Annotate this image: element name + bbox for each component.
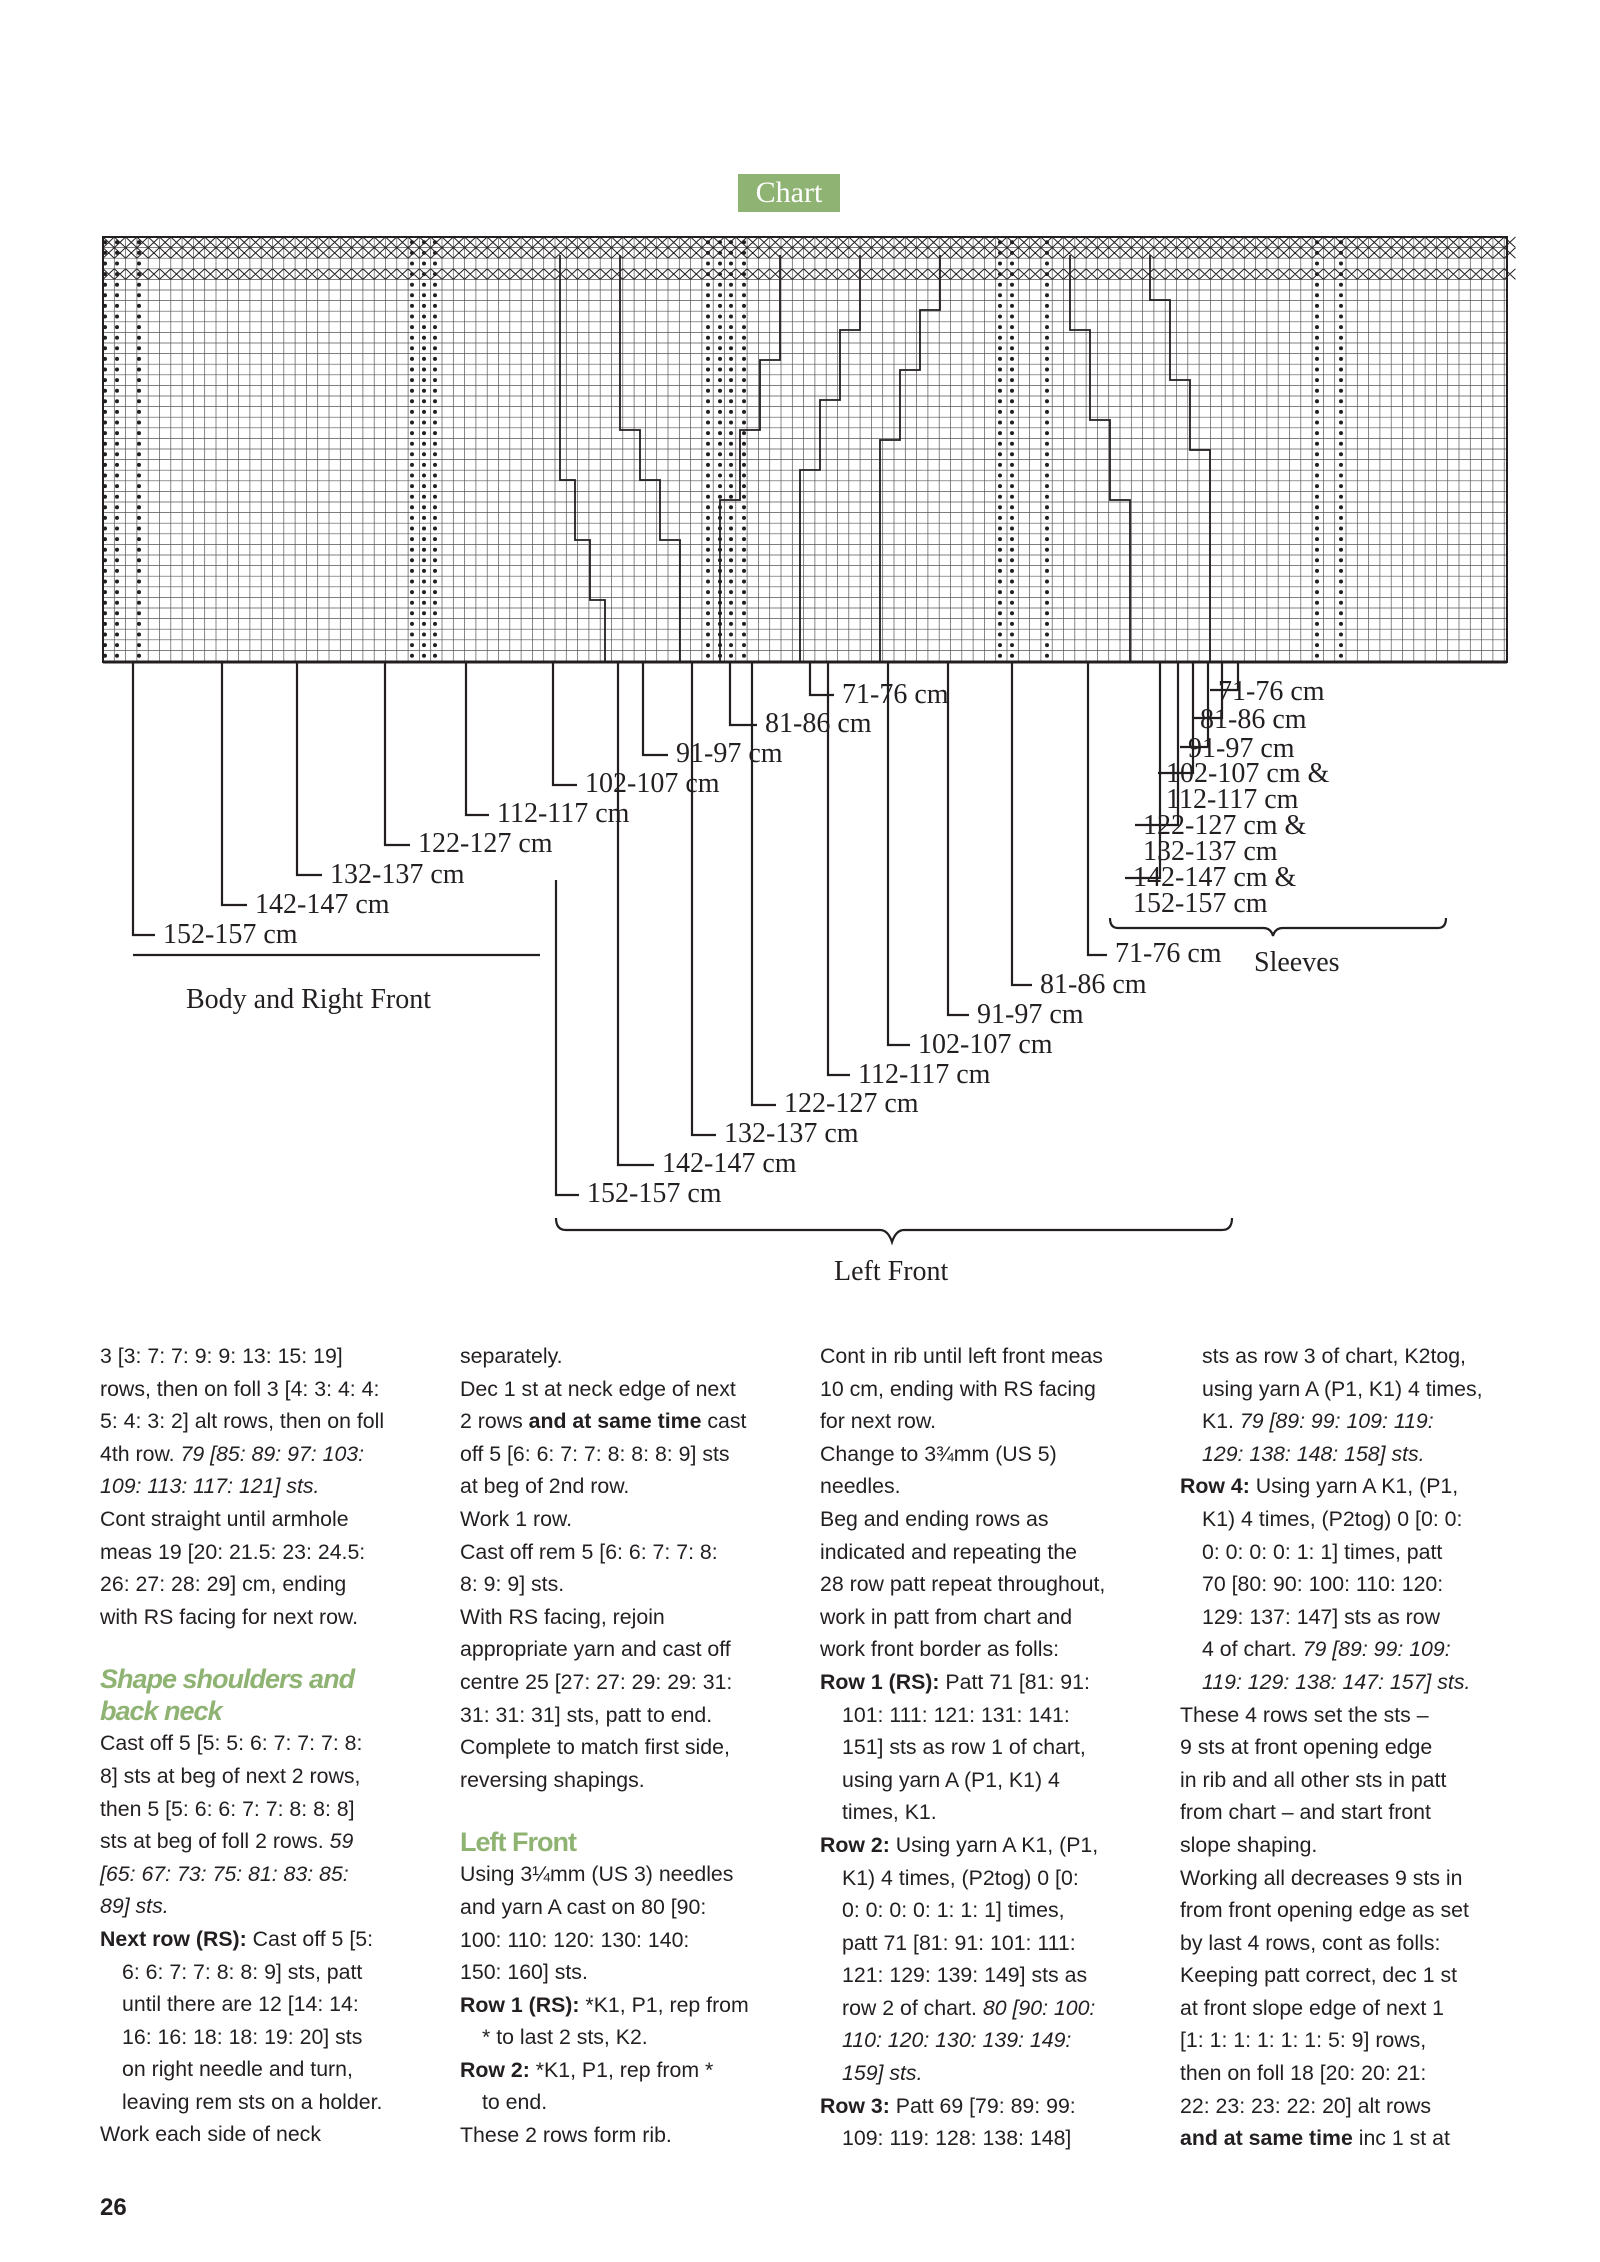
text-line: reversing shapings.	[460, 1767, 645, 1792]
text-line: Cast off 5 [5: 5: 6: 7: 7: 7: 8:	[100, 1731, 363, 1756]
text-line: 28 row patt repeat throughout,	[820, 1572, 1106, 1597]
body-size-label: 102-107 cm	[585, 768, 720, 799]
text-line: meas 19 [20: 21.5: 23: 24.5:	[100, 1539, 366, 1564]
text-line: Beg and ending rows as	[820, 1506, 1049, 1531]
text-column-2	[460, 1340, 800, 2152]
sleeve-size-label: 91-97 cm	[1188, 733, 1295, 764]
sleeve-size-label: 71-76 cm	[1218, 676, 1325, 707]
text-column-3	[820, 1340, 1160, 2155]
text-line: 31: 31: 31] sts, patt to end.	[460, 1702, 713, 1727]
body-size-label: 122-127 cm	[418, 828, 553, 859]
text-line: with RS facing for next row.	[100, 1604, 359, 1629]
text-line: 109: 119: 128: 138: 148]	[842, 2126, 1072, 2151]
leader-line	[222, 662, 247, 905]
text-line: 121: 129: 139: 149] sts as	[842, 1963, 1088, 1988]
text-line: separately.	[460, 1344, 563, 1368]
section-heading: Left Front	[460, 1827, 576, 1858]
text-line: Row 2: *K1, P1, rep from *	[460, 2057, 714, 2082]
shaping-outline	[1150, 255, 1210, 662]
text-line: indicated and repeating the	[820, 1539, 1077, 1564]
text-line: 119: 129: 138: 147: 157] sts.	[1202, 1669, 1471, 1694]
left-front-size-label: 122-127 cm	[784, 1088, 919, 1119]
text-line: Cont straight until armhole	[100, 1506, 349, 1531]
text-line: 70 [80: 90: 100: 110: 120:	[1202, 1572, 1444, 1597]
text-line: to end.	[482, 2090, 548, 2115]
text-line: using yarn A (P1, K1) 4	[842, 1767, 1060, 1792]
leader-line	[888, 662, 910, 1045]
text-line: rows, then on foll 3 [4: 3: 4: 4:	[100, 1376, 380, 1401]
text-line: Work each side of neck	[100, 2122, 321, 2147]
chart-title: Chart	[738, 174, 840, 212]
text-line: by last 4 rows, cont as folls:	[1180, 1930, 1441, 1955]
text-line: 9 sts at front opening edge	[1180, 1735, 1433, 1760]
sleeve-size-label: 112-117 cm	[1166, 784, 1299, 815]
text-line: 10 cm, ending with RS facing	[820, 1376, 1096, 1401]
text-line: 129: 138: 148: 158] sts.	[1202, 1441, 1425, 1466]
body-size-label: 112-117 cm	[497, 798, 630, 829]
text-line: Using 3¼mm (US 3) needles	[460, 1862, 734, 1887]
text-line: work in patt from chart and	[820, 1604, 1073, 1629]
text-line: 4 of chart. 79 [89: 99: 109:	[1202, 1637, 1451, 1662]
text-line: patt 71 [81: 91: 101: 111:	[842, 1930, 1076, 1955]
text-line: 4th row. 79 [85: 89: 97: 103:	[100, 1441, 365, 1466]
leader-line	[1012, 662, 1032, 985]
body-group-label: Body and Right Front	[186, 984, 432, 1015]
text-line: off 5 [6: 6: 7: 7: 8: 8: 8: 9] sts	[460, 1441, 730, 1466]
shaping-outline	[620, 255, 680, 662]
text-line: 22: 23: 23: 22: 20] alt rows	[1180, 2093, 1431, 2118]
text-line: These 2 rows form rib.	[460, 2123, 672, 2148]
leader-line	[556, 880, 579, 1195]
text-line: Keeping patt correct, dec 1 st	[1180, 1963, 1458, 1988]
text-line: 129: 137: 147] sts as row	[1202, 1604, 1440, 1629]
page-number: 26	[100, 2194, 127, 2221]
left-front-size-label: 132-137 cm	[724, 1118, 859, 1149]
leader-line	[553, 662, 577, 785]
text-line: 150: 160] sts.	[460, 1960, 588, 1985]
text-line: 5: 4: 3: 2] alt rows, then on foll	[100, 1409, 385, 1434]
text-line: row 2 of chart. 80 [90: 100:	[842, 1995, 1096, 2020]
text-line: K1. 79 [89: 99: 109: 119:	[1202, 1409, 1434, 1434]
text-line: 26: 27: 28: 29] cm, ending	[100, 1572, 347, 1597]
body-size-label: 81-86 cm	[765, 708, 872, 739]
text-line: Dec 1 st at neck edge of next	[460, 1376, 736, 1401]
text-line: Next row (RS): Cast off 5 [5:	[100, 1926, 373, 1951]
grid-lines	[103, 237, 1507, 662]
left-front-size-label: 81-86 cm	[1040, 969, 1147, 1000]
text-line: 2 rows and at same time cast	[460, 1409, 747, 1434]
text-line: 101: 111: 121: 131: 141:	[842, 1702, 1070, 1727]
left-front-group-label: Left Front	[834, 1256, 949, 1287]
body-size-label: 71-76 cm	[842, 679, 949, 710]
left-front-size-label: 71-76 cm	[1115, 938, 1222, 969]
text-line: Working all decreases 9 sts in	[1180, 1865, 1463, 1890]
text-line: 0: 0: 0: 0: 1: 1: 1] times,	[842, 1898, 1065, 1923]
left-front-size-label: 102-107 cm	[918, 1029, 1053, 1060]
body-size-label: 132-137 cm	[330, 859, 465, 890]
chart-grid	[103, 237, 1516, 662]
text-line: K1) 4 times, (P2tog) 0 [0:	[842, 1865, 1079, 1890]
section-heading: Shape shoulders and back neck	[100, 1664, 355, 1727]
text-line: Row 1 (RS): *K1, P1, rep from	[460, 1992, 749, 2017]
leader-line	[810, 662, 834, 695]
text-line: 8: 9: 9] sts.	[460, 1572, 565, 1597]
sleeve-size-label: 142-147 cm &	[1133, 862, 1297, 893]
left-front-size-label: 152-157 cm	[587, 1178, 722, 1209]
leader-line	[618, 662, 654, 1165]
text-line: work front border as folls:	[820, 1637, 1060, 1662]
shaping-outline	[1070, 255, 1130, 662]
text-line: [65: 67: 73: 75: 81: 83: 85:	[100, 1861, 349, 1886]
sleeves-brace	[1110, 918, 1446, 936]
text-line: on right needle and turn,	[122, 2057, 353, 2082]
leader-line	[692, 662, 716, 1135]
text-line: Row 4: Using yarn A K1, (P1,	[1180, 1474, 1459, 1499]
text-line: centre 25 [27: 27: 29: 29: 31:	[460, 1669, 733, 1694]
text-line: sts at beg of foll 2 rows. 59	[100, 1829, 354, 1854]
leader-line	[385, 662, 410, 845]
body-size-label: 142-147 cm	[255, 889, 390, 920]
text-line: K1) 4 times, (P2tog) 0 [0: 0:	[1202, 1506, 1463, 1531]
pattern-text	[100, 1340, 1520, 2160]
leader-line	[643, 662, 668, 755]
leader-line	[466, 662, 489, 815]
sleeve-size-label: 152-157 cm	[1133, 888, 1268, 919]
leader-line	[948, 662, 969, 1015]
text-line: times, K1.	[842, 1800, 937, 1825]
text-column-1	[100, 1340, 440, 2151]
sleeves-group-label: Sleeves	[1254, 947, 1340, 978]
shaping-outline	[800, 255, 860, 662]
left-front-size-label: 91-97 cm	[977, 999, 1084, 1030]
text-line: slope shaping.	[1180, 1832, 1318, 1857]
left-front-brace	[556, 1218, 1232, 1242]
text-line: leaving rem sts on a holder.	[122, 2089, 383, 2114]
sleeve-size-label: 102-107 cm &	[1166, 758, 1330, 789]
text-line: and yarn A cast on 80 [90:	[460, 1894, 707, 1919]
text-line: 100: 110: 120: 130: 140:	[460, 1927, 690, 1952]
text-line: Cont in rib until left front meas	[820, 1344, 1103, 1368]
text-line: 8] sts at beg of next 2 rows,	[100, 1763, 361, 1788]
text-line: 89] sts.	[100, 1894, 169, 1919]
text-line: Row 3: Patt 69 [79: 89: 99:	[820, 2093, 1076, 2118]
text-line: then 5 [5: 6: 6: 7: 7: 8: 8: 8]	[100, 1796, 355, 1821]
text-line: 151] sts as row 1 of chart,	[842, 1735, 1086, 1760]
text-line: Cast off rem 5 [6: 6: 7: 7: 8:	[460, 1539, 718, 1564]
text-line: 110: 120: 130: 139: 149:	[842, 2028, 1072, 2053]
leader-line	[297, 662, 322, 875]
sleeve-size-label: 122-127 cm &	[1143, 810, 1307, 841]
shaping-outline	[560, 255, 605, 662]
text-line: 3 [3: 7: 7: 9: 9: 13: 15: 19]	[100, 1344, 343, 1368]
left-front-size-label: 112-117 cm	[858, 1059, 991, 1090]
text-line: appropriate yarn and cast off	[460, 1637, 731, 1662]
text-line: Row 1 (RS): Patt 71 [81: 91:	[820, 1669, 1090, 1694]
leader-line	[1088, 662, 1107, 955]
text-line: and at same time inc 1 st at	[1180, 2126, 1450, 2151]
sleeve-size-label: 81-86 cm	[1200, 704, 1307, 735]
text-line: Complete to match first side,	[460, 1735, 730, 1760]
text-line: [1: 1: 1: 1: 1: 1: 5: 9] rows,	[1180, 2028, 1427, 2053]
text-line: These 4 rows set the sts –	[1180, 1702, 1429, 1727]
text-line: at beg of 2nd row.	[460, 1474, 630, 1499]
text-line: 0: 0: 0: 0: 1: 1] times, patt	[1202, 1539, 1443, 1564]
text-line: for next row.	[820, 1409, 936, 1434]
text-line: needles.	[820, 1474, 901, 1499]
text-line: then on foll 18 [20: 20: 21:	[1180, 2061, 1427, 2086]
text-line: Work 1 row.	[460, 1506, 573, 1531]
shaping-outline	[880, 255, 940, 662]
sleeve-size-label: 132-137 cm	[1143, 836, 1278, 867]
text-line: 6: 6: 7: 7: 8: 8: 9] sts, patt	[122, 1959, 363, 1984]
text-column-4	[1180, 1340, 1520, 2155]
text-line: until there are 12 [14: 14:	[122, 1992, 359, 2017]
text-line: 16: 16: 18: 18: 19: 20] sts	[122, 2024, 363, 2049]
text-line: Row 2: Using yarn A K1, (P1,	[820, 1832, 1099, 1857]
leader-line	[133, 662, 155, 935]
text-line: With RS facing, rejoin	[460, 1604, 665, 1629]
text-line: 159] sts.	[842, 2061, 923, 2086]
text-line: using yarn A (P1, K1) 4 times,	[1202, 1376, 1483, 1401]
text-line: * to last 2 sts, K2.	[482, 2025, 648, 2050]
body-size-label: 152-157 cm	[163, 919, 298, 950]
body-size-label: 91-97 cm	[676, 738, 783, 769]
text-line: from front opening edge as set	[1180, 1898, 1469, 1923]
text-line: in rib and all other sts in patt	[1180, 1767, 1447, 1792]
text-line: at front slope edge of next 1	[1180, 1995, 1445, 2020]
text-line: from chart – and start front	[1180, 1800, 1431, 1825]
shaping-outline	[720, 255, 780, 662]
text-line: sts as row 3 of chart, K2tog,	[1202, 1344, 1466, 1368]
text-line: Change to 3¾mm (US 5)	[820, 1441, 1057, 1466]
left-front-size-label: 142-147 cm	[662, 1148, 797, 1179]
text-line: 109: 113: 117: 121] sts.	[100, 1474, 320, 1499]
